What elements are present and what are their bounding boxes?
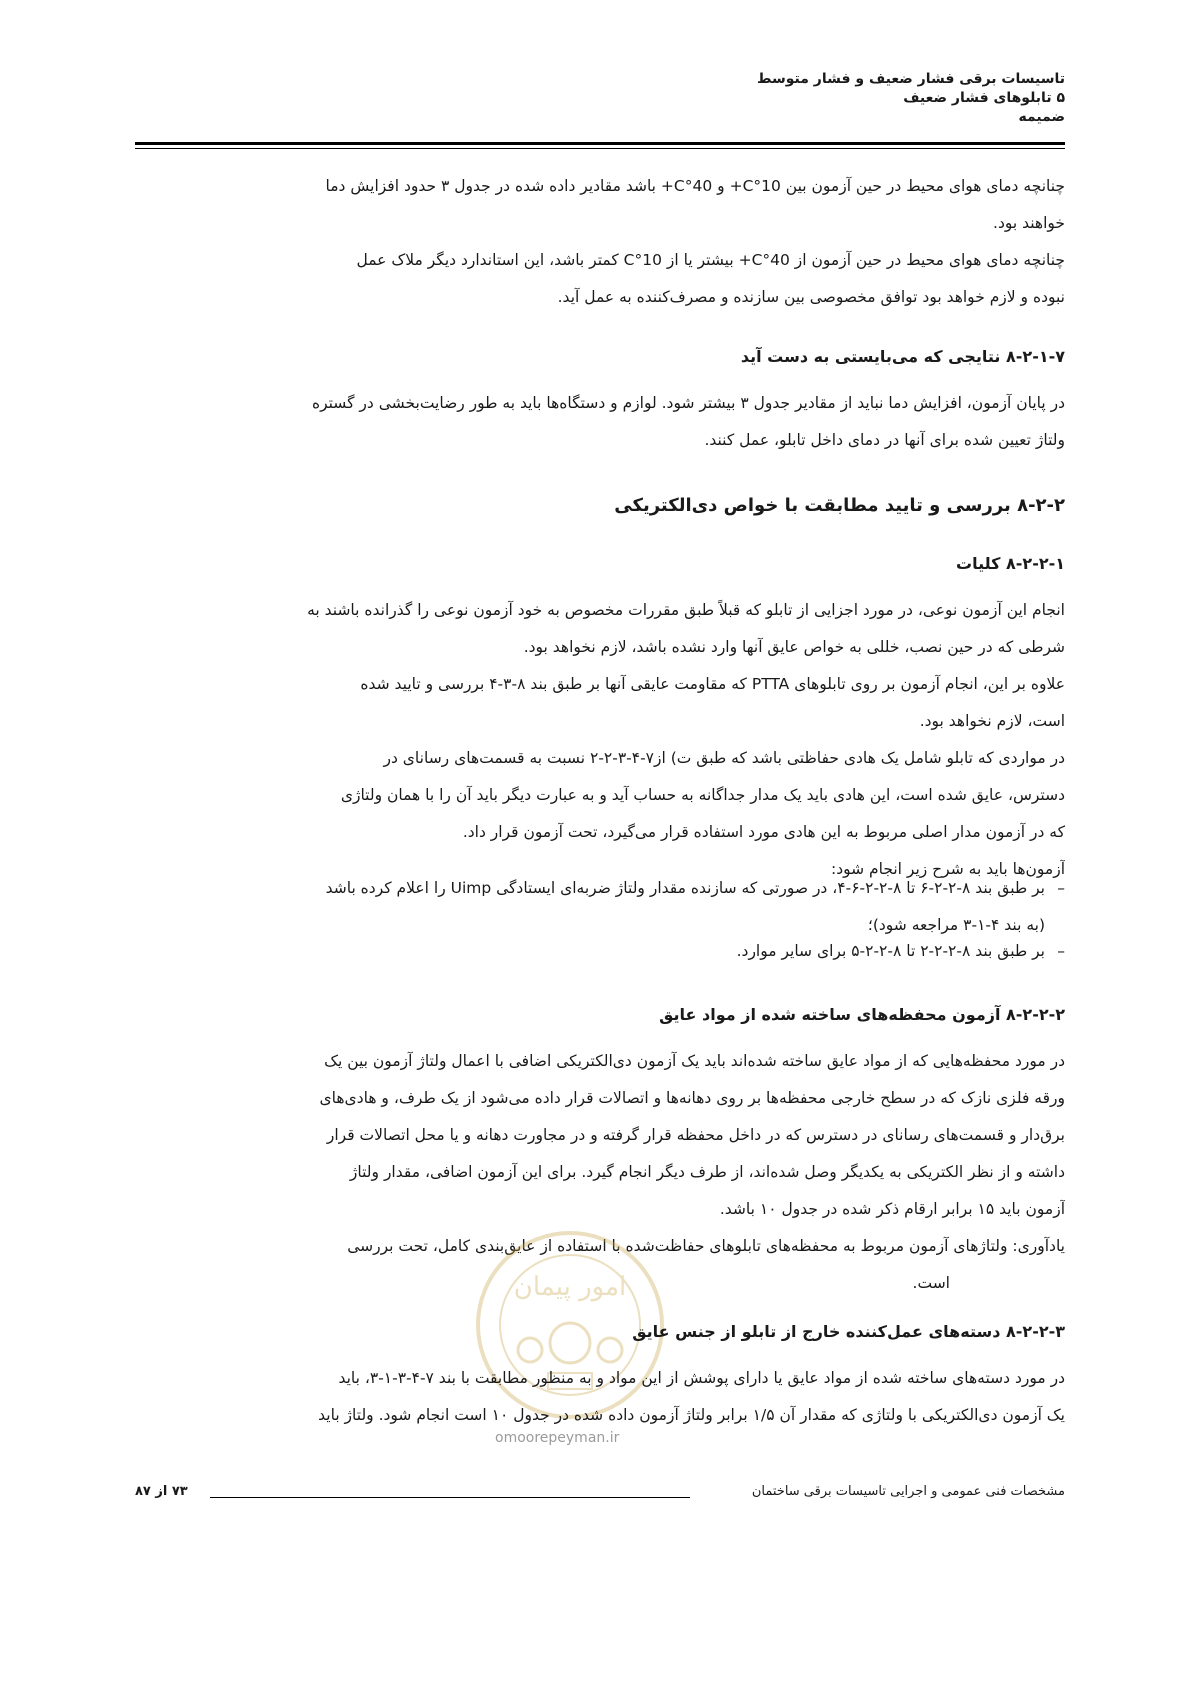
section-heading-results: ۸-۲-۱-۷ نتایجی که می‌بایستی به دست آید bbox=[740, 347, 1065, 366]
text-line: داشته و از نظر الکتریکی به یکدیگر وصل شده‌اند، از طرف دیگر انجام گیرد. برای این آزمون اضافی، مقدار ولتاژ bbox=[349, 1163, 1065, 1181]
intro-paragraph bbox=[135, 168, 1065, 316]
text-line: انجام این آزمون نوعی، در مورد اجزایی از تابلو که قبلاً طبق مقررات مخصوص به خود آزمون نوعی را گذرانده باشند به bbox=[307, 601, 1065, 619]
text-line: خواهند بود. bbox=[993, 214, 1065, 232]
text-line: یک آزمون دی‌الکتریکی با ولتاژی که مقدار آن ۱/۵ برابر ولتاژ آزمون داده شده در جدول ۱۰ است انجام شود. ولتاژ باید bbox=[318, 1406, 1065, 1424]
text-line: در پایان آزمون، افزایش دما نباید از مقادیر جدول ۳ بیشتر شود. لوازم و دستگاه‌ها باید به طور رضایت‌بخشی در گستره bbox=[311, 394, 1065, 412]
text-line: که در آزمون مدار اصلی مربوط به این هادی مورد استفاده قرار می‌گیرد، تحت آزمون قرار داد. bbox=[462, 823, 1065, 841]
header-book-title: تاسیسات برقی فشار ضعیف و فشار متوسط bbox=[756, 71, 1065, 87]
text-line: بر طبق بند ۸-۲-۲-۲ تا ۸-۲-۲-۵ برای سایر موارد. bbox=[736, 942, 1045, 960]
header-section-title: ضمیمه bbox=[1018, 109, 1065, 125]
handles-paragraph bbox=[135, 1360, 1065, 1434]
watermark-url: omoorepeyman.ir bbox=[495, 1430, 620, 1446]
text-line: است، لازم نخواهد بود. bbox=[919, 712, 1065, 730]
footer-document-title: مشخصات فنی عمومی و اجرایی تاسیسات برقی ساختمان bbox=[751, 1484, 1065, 1499]
footer-divider bbox=[210, 1497, 690, 1498]
text-line: دسترس، عایق شده است، این هادی باید یک مدار جداگانه به حساب آید و به عبارت دیگر باید آن را با همان ولتاژی bbox=[340, 786, 1065, 804]
text-line: بر طبق بند ۸-۲-۲-۶ تا ۸-۲-۲-۶-۴، در صورتی که سازنده مقدار ولتاژ ضربه‌ای ایستادگی Uimp را اعلام کرده باشد bbox=[325, 879, 1045, 897]
results-paragraph bbox=[135, 385, 1065, 459]
text-line: ورقه فلزی نازک که در سطح خارجی محفظه‌ها بر روی دهانه‌ها و اتصالات قرار داده می‌شود از یک طرف، و هادی‌های bbox=[319, 1089, 1065, 1107]
footer-page-number: ۷۳ از ۸۷ bbox=[135, 1484, 188, 1499]
watermark-logo-text: امور پیمان bbox=[513, 1272, 627, 1302]
text-line: شرطی که در حین نصب، خللی به خواص عایق آنها وارد نشده باشد، لازم نخواهد بود. bbox=[523, 638, 1065, 656]
text-line: در مورد محفظه‌هایی که از مواد عایق ساخته شده‌اند باید یک آزمون دی‌الکتریکی اضافی با اعمال ولتاژ آزمون بین یک bbox=[324, 1052, 1065, 1070]
text-line: ولتاژ تعیین شده برای آنها در دمای داخل تابلو، عمل کنند. bbox=[704, 431, 1065, 449]
section-heading-enclosures: ۸-۲-۲-۲ آزمون محفظه‌های ساخته شده از مواد عایق bbox=[659, 1005, 1065, 1024]
list-item bbox=[135, 933, 1065, 970]
general-paragraph bbox=[135, 592, 1065, 888]
text-line: برق‌دار و قسمت‌های رسانای در دسترس که در داخل محفظه قرار گرفته و در مجاورت دهانه و یا محل اتصالات قرار bbox=[326, 1126, 1065, 1144]
list-item-text bbox=[737, 933, 1045, 970]
header-divider-thin bbox=[135, 148, 1065, 149]
text-line: است. bbox=[912, 1274, 950, 1292]
section-heading-dielectric: ۸-۲-۲ بررسی و تایید مطابقت با خواص دی‌الکتریکی bbox=[614, 495, 1065, 516]
text-line: یادآوری: ولتاژهای آزمون مربوط به محفظه‌های تابلوهای حفاظت‌شده با استفاده از عایق‌بندی کامل، تحت بررسی bbox=[347, 1237, 1065, 1255]
text-line: در مواردی که تابلو شامل یک هادی حفاظتی باشد که طبق ت) از۷-۴-۳-۲-۲ نسبت به قسمت‌های رسانای در bbox=[383, 749, 1065, 767]
page-header bbox=[757, 70, 1065, 127]
text-line: آزمون باید ۱۵ برابر ارقام ذکر شده در جدول ۱۰ باشد. bbox=[719, 1200, 1065, 1218]
header-chapter-title: ۵ تابلوهای فشار ضعیف bbox=[903, 90, 1065, 106]
text-line: نبوده و لازم خواهد بود توافق مخصوصی بین سازنده و مصرف‌کننده به عمل آید. bbox=[557, 288, 1065, 306]
text-line: (به بند ۴-۱-۳ مراجعه شود)؛ bbox=[867, 916, 1045, 934]
text-line: آزمون‌ها باید به شرح زیر انجام شود: bbox=[830, 860, 1065, 878]
text-line: در مورد دسته‌های ساخته شده از مواد عایق یا دارای پوشش از این مواد و به منظور مطابقت با بند ۷-۴-۳-۱-۳، باید bbox=[338, 1369, 1065, 1387]
section-heading-handles: ۸-۲-۲-۳ دسته‌های عمل‌کننده خارج از تابلو از جنس عایق bbox=[632, 1322, 1065, 1341]
bullet-dash: – bbox=[1057, 879, 1065, 897]
text-line: چنانچه دمای هوای محیط در حین آزمون از 40°C+ بیشتر یا از 10°C کمتر باشد، این استاندارد دیگر ملاک عمل bbox=[356, 251, 1065, 269]
header-divider-thick bbox=[135, 142, 1065, 145]
section-heading-general: ۸-۲-۲-۱ کلیات bbox=[955, 554, 1065, 573]
bullet-dash: – bbox=[1057, 942, 1065, 960]
text-line: علاوه بر این، انجام آزمون بر روی تابلوهای PTTA که مقاومت عایقی آنها بر طبق بند ۸-۳-۴ بررسی و تایید شده bbox=[360, 675, 1065, 693]
text-line: چنانچه دمای هوای محیط در حین آزمون بین 10°C+ و 40°C+ باشد مقادیر داده شده در جدول ۳ حدود افزایش دما bbox=[325, 177, 1065, 195]
